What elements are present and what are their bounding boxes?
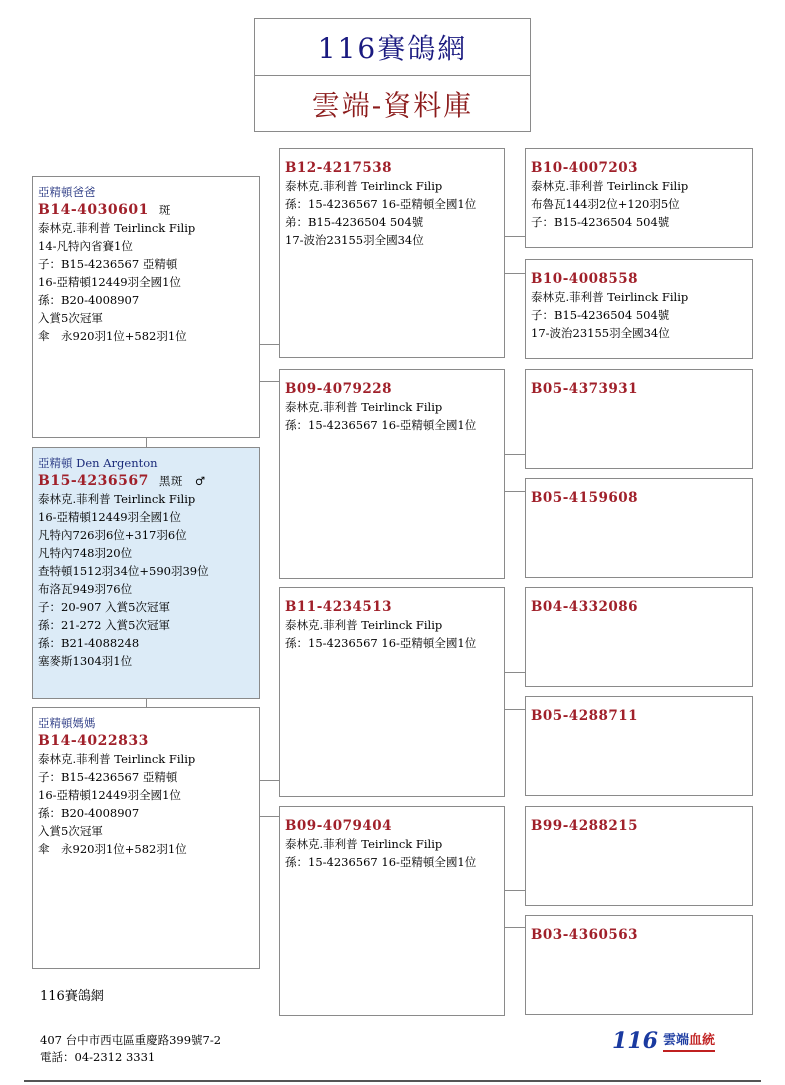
- database-subtitle: 雲端-資料庫: [311, 89, 474, 122]
- grandparent-info-line: 泰林克.菲利普 Teirlinck Filip: [285, 179, 443, 193]
- great-grandparent-card: [525, 806, 753, 906]
- subject-card: [32, 447, 260, 699]
- subject-ring-number: B15-4236567 黑斑 ♂: [38, 473, 206, 489]
- grandparent-ring-number: B11-4234513: [285, 599, 393, 615]
- subject-info-line: 塞麥斯1304羽1位: [38, 654, 133, 668]
- connector: [146, 698, 147, 707]
- connector: [504, 236, 526, 237]
- grandparent-ring-number: B12-4217538: [285, 160, 393, 176]
- grandparent-info-line: 孫：15-4236567 16-亞精頓全國1位: [285, 197, 477, 211]
- great-grandparent-ring-number: B03-4360563: [531, 927, 639, 943]
- dam-info-line: 16-亞精頓12449羽全國1位: [38, 788, 181, 802]
- grandparent-info-line: 孫：15-4236567 16-亞精頓全國1位: [285, 636, 477, 650]
- subject-info-line: 布洛瓦949羽76位: [38, 582, 133, 596]
- connector: [504, 672, 526, 673]
- great-grandparent-info-line: 布魯瓦144羽2位+120羽5位: [531, 197, 680, 211]
- connector: [146, 437, 147, 447]
- connector: [259, 344, 280, 345]
- dam-info-line: 傘 永920羽1位+582羽1位: [38, 842, 187, 856]
- connector: [504, 491, 526, 492]
- great-grandparent-ring-number: B05-4373931: [531, 381, 639, 397]
- connector: [504, 709, 526, 710]
- great-grandparent-card: [525, 148, 753, 248]
- connector: [504, 927, 526, 928]
- great-grandparent-ring-number: B99-4288215: [531, 818, 639, 834]
- grandparent-info-line: 孫：15-4236567 16-亞精頓全國1位: [285, 855, 477, 869]
- subject-color-sex: 黑斑 ♂: [158, 474, 206, 488]
- connector: [504, 273, 526, 274]
- connector: [259, 816, 280, 817]
- great-grandparent-info-line: 泰林克.菲利普 Teirlinck Filip: [531, 290, 689, 304]
- grandparent-info-line: 孫：15-4236567 16-亞精頓全國1位: [285, 418, 477, 432]
- grandparent-card: [279, 148, 505, 358]
- sire-info-line: 14-凡特內省賽1位: [38, 239, 133, 253]
- footer-address: 407 台中市西屯區重慶路399號7-2: [40, 1033, 222, 1047]
- great-grandparent-ring-number: B04-4332086: [531, 599, 639, 615]
- subject-label: 亞精頓 Den Argenton: [38, 456, 158, 470]
- grandparent-info-line: 泰林克.菲利普 Teirlinck Filip: [285, 618, 443, 632]
- grandparent-card: [279, 369, 505, 579]
- subject-info-line: 孫：21-272 入賞5次冠軍: [38, 618, 170, 632]
- grandparent-info-line: 泰林克.菲利普 Teirlinck Filip: [285, 400, 443, 414]
- great-grandparent-ring-number: B05-4159608: [531, 490, 639, 506]
- great-grandparent-ring-number: B10-4007203: [531, 160, 639, 176]
- sire-info-line: 入賞5次冠軍: [38, 311, 103, 325]
- grandparent-ring-number: B09-4079228: [285, 381, 393, 397]
- sire-info-line: 子：B15-4236567 亞精頓: [38, 257, 178, 271]
- grandparent-info-line: 弟：B15-4236504 504號: [285, 215, 424, 229]
- grandparent-card: [279, 587, 505, 797]
- connector: [259, 780, 280, 781]
- sire-ring-number: B14-4030601 斑: [38, 202, 171, 218]
- grandparent-info-line: 泰林克.菲利普 Teirlinck Filip: [285, 837, 443, 851]
- brand-logo: [612, 1030, 715, 1052]
- great-grandparent-card: [525, 369, 753, 469]
- footer-contact: [40, 1032, 221, 1066]
- grandparent-info-line: 17-波治23155羽全國34位: [285, 233, 424, 247]
- footer-site-name: 116賽鴿網: [40, 989, 104, 1004]
- subject-info-line: 凡特內748羽20位: [38, 546, 133, 560]
- dam-info-line: 子：B15-4236567 亞精頓: [38, 770, 178, 784]
- great-grandparent-card: [525, 587, 753, 687]
- sire-info-line: 泰林克.菲利普 Teirlinck Filip: [38, 221, 196, 235]
- dam-ring-number: B14-4022833: [38, 733, 149, 749]
- great-grandparent-info-line: 泰林克.菲利普 Teirlinck Filip: [531, 179, 689, 193]
- site-title: 116賽鴿網: [255, 19, 530, 76]
- footer-divider: [24, 1080, 761, 1082]
- sire-color: 斑: [158, 203, 171, 217]
- connector: [504, 454, 526, 455]
- sire-info-line: 孫：B20-4008907: [38, 293, 140, 307]
- great-grandparent-card: [525, 259, 753, 359]
- subject-info-line: 凡特內726羽6位+317羽6位: [38, 528, 187, 542]
- sire-info-line: 傘 永920羽1位+582羽1位: [38, 329, 187, 343]
- subject-info-line: 泰林克.菲利普 Teirlinck Filip: [38, 492, 196, 506]
- dam-info-line: 泰林克.菲利普 Teirlinck Filip: [38, 752, 196, 766]
- logo-text: 雲端血統: [663, 1033, 715, 1052]
- dam-info-line: 入賞5次冠軍: [38, 824, 103, 838]
- logo-number: 116: [612, 1028, 658, 1054]
- sire-info-line: 16-亞精頓12449羽全國1位: [38, 275, 181, 289]
- great-grandparent-ring-number: B10-4008558: [531, 271, 639, 287]
- great-grandparent-card: [525, 478, 753, 578]
- great-grandparent-card: [525, 696, 753, 796]
- footer-phone: 電話：04-2312 3331: [40, 1050, 156, 1064]
- subject-info-line: 查特頓1512羽34位+590羽39位: [38, 564, 209, 578]
- subject-info-line: 16-亞精頓12449羽全國1位: [38, 510, 181, 524]
- grandparent-ring-number: B09-4079404: [285, 818, 393, 834]
- subject-info-line: 子：20-907 入賞5次冠軍: [38, 600, 170, 614]
- dam-info-line: 孫：B20-4008907: [38, 806, 140, 820]
- grandparent-card: [279, 806, 505, 1016]
- dam-card: [32, 707, 260, 969]
- subject-info-line: 孫：B21-4088248: [38, 636, 140, 650]
- sire-card: [32, 176, 260, 438]
- great-grandparent-ring-number: B05-4288711: [531, 708, 639, 724]
- connector: [259, 381, 280, 382]
- connector: [504, 890, 526, 891]
- great-grandparent-card: [525, 915, 753, 1015]
- title-box: [254, 18, 531, 132]
- sire-label: 亞精頓爸爸: [38, 185, 96, 199]
- great-grandparent-info-line: 17-波治23155羽全國34位: [531, 326, 670, 340]
- dam-label: 亞精頓媽媽: [38, 716, 96, 730]
- great-grandparent-info-line: 子：B15-4236504 504號: [531, 215, 670, 229]
- great-grandparent-info-line: 子：B15-4236504 504號: [531, 308, 670, 322]
